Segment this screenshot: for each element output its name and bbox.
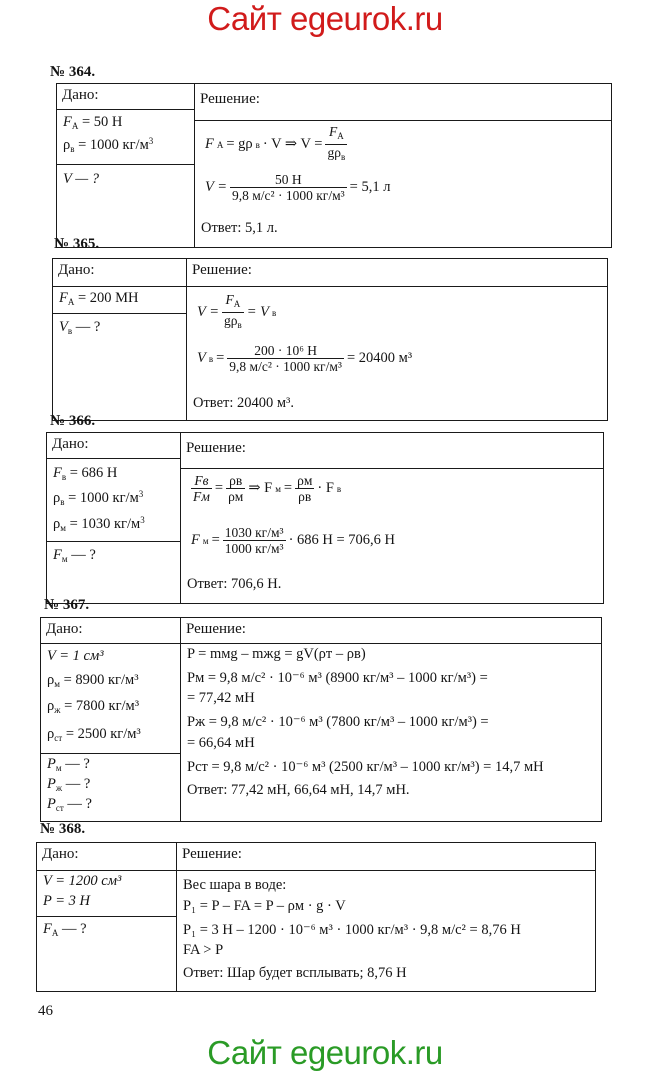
solution-column bbox=[187, 259, 607, 420]
given-volume: V = 1 см³ bbox=[47, 648, 104, 664]
find-volume: V — ? bbox=[63, 171, 99, 187]
solution-header: Решение: bbox=[181, 618, 601, 644]
given-column bbox=[57, 84, 195, 247]
find-values bbox=[41, 754, 180, 821]
given-force: $F_A = 200$ МН bbox=[59, 290, 139, 307]
find-weight-iron: $P_ж$ — ? bbox=[47, 776, 91, 793]
solution-column bbox=[177, 843, 595, 991]
problem-367-table bbox=[40, 617, 602, 822]
solution-column bbox=[181, 433, 603, 603]
solution-eq-1: F A = gρ в · V ⇒ V = $\frac{F_A}{g\rho_в}$ bbox=[205, 124, 346, 162]
solution-line-4: Pж = 9,8 м/с² · 10⁻⁶ м³ (7800 кг/м³ – 1000 кг/м³) = bbox=[187, 714, 489, 730]
solution-answer: Ответ: 5,1 л. bbox=[201, 220, 278, 236]
given-header: Дано: bbox=[47, 433, 180, 459]
solution-answer: Ответ: Шар будет всплывать; 8,76 Н bbox=[183, 965, 407, 981]
find-values bbox=[37, 917, 176, 991]
solution-header: Решение: bbox=[177, 843, 595, 871]
solution-eq-2: F м = $\frac{\text{1030 кг/м³}}{\text{1000 кг/м³}}$ · 686 Н = 706,6 Н bbox=[191, 525, 396, 556]
given-column bbox=[47, 433, 181, 603]
solution-line-5: = 66,64 мН bbox=[187, 735, 255, 751]
given-values bbox=[57, 110, 194, 165]
given-density-water: $\rho_в = 1000$ $кг/м^3$ bbox=[53, 489, 144, 507]
solution-eq-1: V = $\frac{F_A}{g\rho_в}$ = V в bbox=[197, 292, 277, 330]
given-values bbox=[53, 287, 186, 314]
problem-367-title: № 367. bbox=[44, 597, 90, 613]
solution-line-3: P₁ = 3 Н – 1200 · 10⁻⁶ м³ · 1000 кг/м³ · 9,8 м/с² = 8,76 Н bbox=[183, 922, 521, 938]
given-volume: V = 1200 см³ bbox=[43, 873, 122, 889]
solution-line-1: Вес шара в воде: bbox=[183, 877, 287, 893]
given-density-glass: $\rho_{ст} = 2500$ кг/м³ bbox=[47, 726, 141, 743]
problem-365-table bbox=[52, 258, 608, 421]
solution-line-2: P₁ = P – FA = P – ρм · g · V bbox=[183, 898, 346, 914]
find-values bbox=[47, 542, 180, 603]
given-force: $F_A = 50$ Н bbox=[63, 114, 123, 131]
find-weight-glass: $P_{ст}$ — ? bbox=[47, 796, 92, 813]
problem-366-table bbox=[46, 432, 604, 604]
given-header: Дано: bbox=[37, 843, 176, 871]
problem-366-title: № 366. bbox=[50, 413, 96, 429]
solution-answer: Ответ: 706,6 Н. bbox=[187, 576, 282, 592]
solution-line-6: Pст = 9,8 м/с² · 10⁻⁶ м³ (2500 кг/м³ – 1000 кг/м³) = 14,7 мН bbox=[187, 759, 544, 775]
solution-answer: Ответ: 77,42 мН, 66,64 мН, 14,7 мН. bbox=[187, 782, 410, 798]
solution-answer: Ответ: 20400 м³. bbox=[193, 395, 295, 411]
given-density-iron: $\rho_ж = 7800$ кг/м³ bbox=[47, 698, 140, 715]
given-density-sea: $\rho_м = 1030$ $кг/м^3$ bbox=[53, 515, 145, 533]
find-values bbox=[57, 165, 194, 247]
given-header: Дано: bbox=[53, 259, 186, 287]
solution-header: Решение: bbox=[181, 433, 603, 469]
given-density-copper: $\rho_м = 8900$ кг/м³ bbox=[47, 672, 139, 689]
find-volume: $V_в$ — ? bbox=[59, 319, 101, 336]
given-header: Дано: bbox=[41, 618, 180, 644]
given-values bbox=[37, 871, 176, 917]
problem-364-table bbox=[56, 83, 612, 248]
solution-line-4: FA > P bbox=[183, 942, 224, 958]
given-column bbox=[41, 618, 181, 821]
find-weight-copper: $P_м$ — ? bbox=[47, 756, 90, 773]
problem-368-table bbox=[36, 842, 596, 992]
solution-eq-1: $\frac{Fв}{Fм}$ = $\frac{\rho в}{\rho м}$ ⇒ F м = $\frac{\rho м}{\rho в}$ · F в bbox=[193, 473, 342, 504]
page-number: 46 bbox=[38, 1003, 53, 1019]
solution-column bbox=[181, 618, 601, 821]
given-force: $F_в = 686$ Н bbox=[53, 465, 118, 482]
problem-365-title: № 365. bbox=[54, 236, 100, 252]
site-watermark-top: Сайт egeurok.ru bbox=[207, 0, 443, 37]
problem-368-title: № 368. bbox=[40, 821, 86, 837]
solution-eq-2: V в = $\frac{\text{200 · 10⁶ Н}}{\text{9,8 м/с² · 1000 кг/м³}}$ = 20400 м³ bbox=[197, 343, 413, 374]
problem-364-title: № 364. bbox=[50, 64, 96, 80]
solution-line-2: Pм = 9,8 м/с² · 10⁻⁶ м³ (8900 кг/м³ – 1000 кг/м³) = bbox=[187, 670, 488, 686]
given-column bbox=[37, 843, 177, 991]
solution-header: Решение: bbox=[195, 84, 611, 121]
find-force: $F_A$ — ? bbox=[43, 921, 87, 938]
site-watermark-bottom: Сайт egeurok.ru bbox=[207, 1034, 443, 1071]
given-header: Дано: bbox=[57, 84, 194, 110]
given-values bbox=[47, 459, 180, 542]
find-force: $F_м$ — ? bbox=[53, 547, 96, 564]
solution-eq-2: V = $\frac{50 Н}{\text{9,8 м/с² · 1000 кг/м³}}$ = 5,1 л bbox=[205, 172, 391, 203]
find-values bbox=[53, 314, 186, 420]
solution-line-1: P = mмg – mжg = gV(ρт – ρв) bbox=[187, 646, 366, 662]
given-density: $\rho_в = 1000$ $кг/м^3$ bbox=[63, 136, 154, 154]
given-column bbox=[53, 259, 187, 420]
given-values bbox=[41, 644, 180, 754]
solution-header: Решение: bbox=[187, 259, 607, 287]
solution-line-3: = 77,42 мН bbox=[187, 690, 255, 706]
given-weight: P = 3 Н bbox=[43, 893, 90, 909]
solution-column bbox=[195, 84, 611, 247]
